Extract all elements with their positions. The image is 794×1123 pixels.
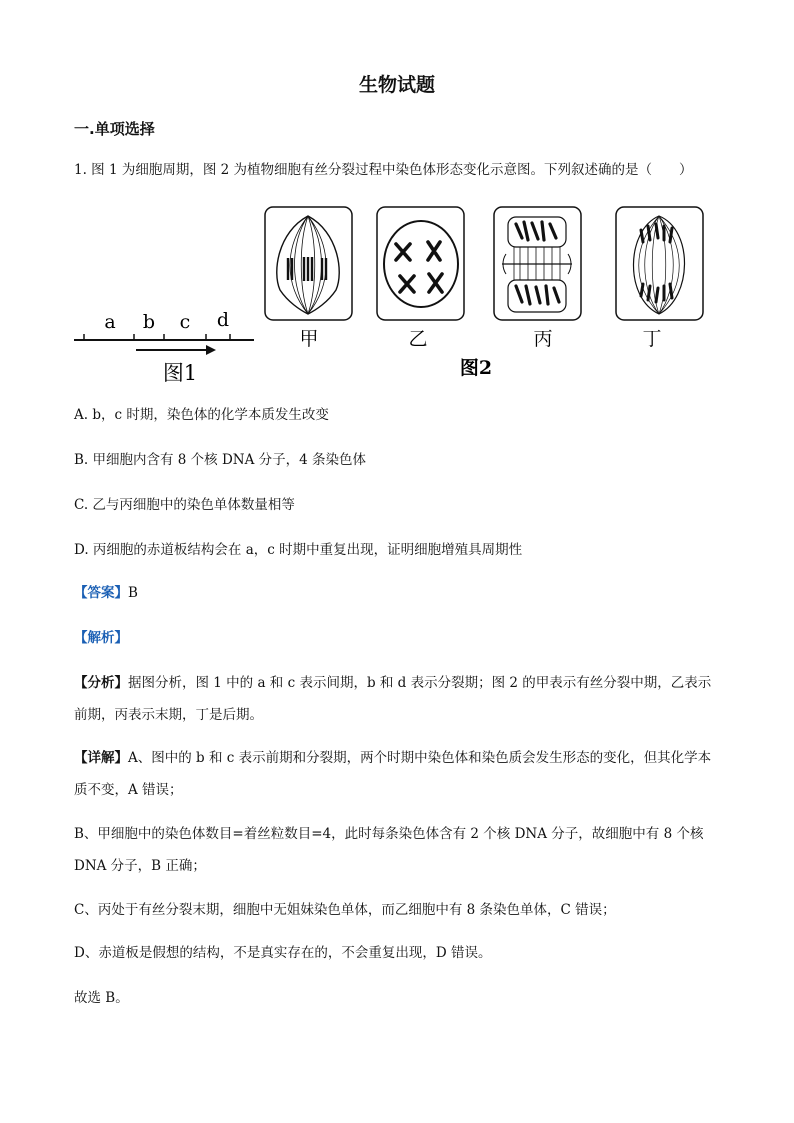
phase-label-d: d [216,309,230,331]
phase-label-c: c [179,311,191,333]
cell-jia-metaphase [265,207,352,320]
cell-label-jia: 甲 [299,328,319,350]
answer-value: B [128,585,138,601]
phase-label-b: b [142,311,156,333]
option-a: A. b，c 时期，染色体的化学本质发生改变 [74,407,329,423]
conclusion: 故选 B。 [74,990,129,1006]
fenxi-text: 据图分析，图 1 中的 a 和 c 表示间期，b 和 d 表示分裂期；图 2 的甲表示有丝分裂中期，乙表示前期，丙表示末期，丁是后期。 [74,675,712,723]
figure-2-caption: 图2 [459,357,493,379]
question-stem: 1. 图 1 为细胞周期，图 2 为植物细胞有丝分裂过程中染色体形态变化示意图。下列叙述确的是（ ） [74,162,693,178]
phase-label-a: a [104,311,116,333]
cell-bing-telophase [494,207,581,320]
option-d: D. 丙细胞的赤道板结构会在 a，c 时期中重复出现，证明细胞增殖具周期性 [74,542,523,558]
cell-label-bing: 丙 [533,328,553,350]
option-b: B. 甲细胞内含有 8 个核 DNA 分子，4 条染色体 [74,452,367,468]
page-title: 生物试题 [358,74,435,96]
xiangjie-text: A、图中的 b 和 c 表示前期和分裂期，两个时期中染色体和染色质会发生形态的变化，但其化学本质不变，A 错误； [74,750,712,798]
xiangjie-label: 【详解】 [74,750,128,766]
fenxi-label: 【分析】 [74,675,128,691]
xiangjie-paragraph [74,742,722,806]
analysis-heading [74,628,128,648]
figure-2-mitosis [258,202,708,382]
cell-ding-anaphase [616,207,703,320]
cell-label-ding: 丁 [642,328,662,350]
detail-d: D、赤道板是假想的结构，不是真实存在的，不会重复出现，D 错误。 [74,945,492,961]
detail-c: C、丙处于有丝分裂末期，细胞中无姐妹染色单体，而乙细胞中有 8 条染色单体，C 错误； [74,902,616,918]
section-heading: 一.单项选择 [74,120,155,138]
detail-b: B、甲细胞中的染色体数目=着丝粒数目=4，此时每条染色体含有 2 个核 DNA 分子，故细胞中有 8 个核 DNA 分子，B 正确； [74,826,704,874]
fenxi-paragraph [74,667,722,731]
answer-label: 【答案】 [74,585,128,601]
figure-1-caption: 图1 [162,361,198,385]
cell-yi-prophase [377,207,464,320]
figure-1-cell-cycle [70,300,260,390]
cell-label-yi: 乙 [408,328,428,350]
analysis-label: 【解析】 [74,630,128,646]
option-c: C. 乙与丙细胞中的染色单体数量相等 [74,497,295,513]
answer-line [74,583,138,603]
